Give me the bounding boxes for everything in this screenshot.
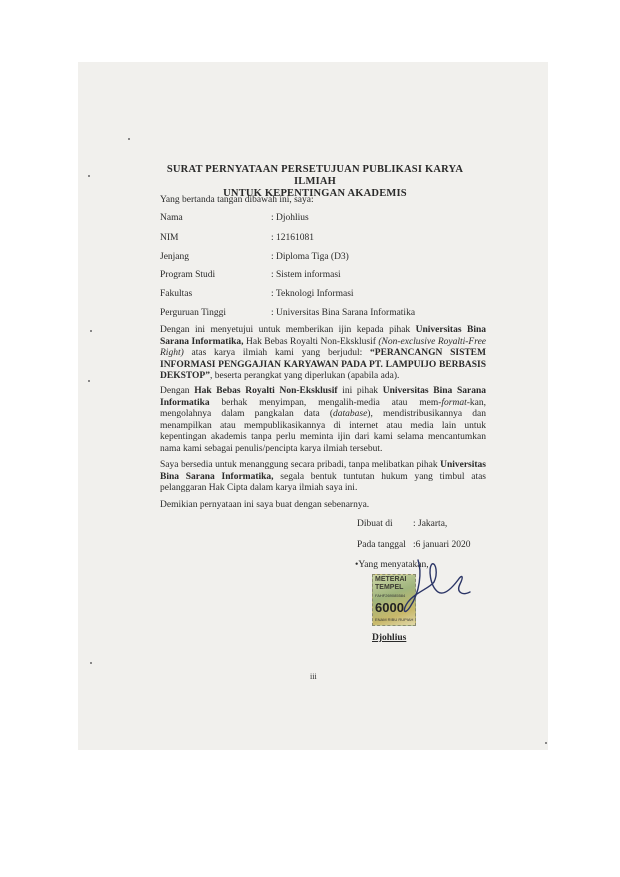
text-span: ), mendistribusikannya dan menampilkan atau mempublikasikannya di internet atau media lain untuk kepentingan akademis tanpa perlu meminta ijin dari kami selama mencantumkan nama kami sebagai penulis/pencipta karya ilmiah tersebut. [160, 409, 486, 454]
place-label: Dibuat di [357, 519, 393, 529]
institution-name: Universitas Bina Sarana Informatika, [160, 325, 486, 347]
field-value: : 12161081 [271, 233, 315, 243]
title-line-2: UNTUK KEPENTINGAN AKADEMIS [223, 188, 407, 199]
signer-name: Djohlius [372, 633, 407, 643]
text-span-italic: database [332, 409, 368, 419]
field-value: : Djohlius [271, 213, 309, 223]
stamp-amount: 6000 [375, 600, 404, 615]
field-program-studi [160, 270, 341, 280]
text-span: -kan, mengolahnya dalam pangkalan data ( [160, 397, 486, 419]
field-label: Perguruan Tinggi [160, 308, 227, 318]
field-perguruan-tinggi [160, 308, 415, 318]
field-label: Jenjang [160, 252, 190, 262]
field-nim [160, 233, 314, 243]
paragraph-consent [160, 325, 486, 383]
date-label: Pada tanggal [357, 540, 406, 550]
text-span-italic: (Non-exclusive Royalti-Free Right) [160, 336, 486, 358]
field-value: : Diploma Tiga (D3) [271, 252, 349, 262]
field-label: Fakultas [160, 289, 193, 299]
scan-speck [545, 742, 547, 744]
text-span: Saya bersedia untuk menanggung secara pribadi, tanpa melibatkan pihak [160, 460, 441, 470]
field-label: Program Studi [160, 270, 216, 280]
signature-icon [400, 552, 480, 622]
field-value: : Universitas Bina Sarana Informatika [271, 308, 416, 318]
field-nama [160, 213, 309, 223]
field-jenjang [160, 252, 349, 262]
text-span-bold: Hak Bebas Royalti Non-Eksklusif [194, 386, 338, 396]
field-value: : Sistem informasi [271, 270, 341, 280]
institution-name: Universitas Bina Sarana Informatika [160, 386, 486, 408]
scan-speck [90, 662, 92, 664]
scan-speck [90, 330, 92, 332]
text-span: ini pihak [337, 386, 383, 396]
scan-speck [128, 138, 130, 140]
paragraph-liability [160, 460, 486, 495]
scan-speck [88, 380, 90, 382]
stamp-line-2: TEMPEL [375, 584, 404, 591]
closing-statement: Demikian pernyataan ini saya buat dengan sebenarnya. [160, 500, 370, 510]
thesis-title: “PERANCANGN SISTEM INFORMASI PENGGAJIAN KARYAWAN PADA PT. LAMPUIJO BERBASIS DEKSTOP” [160, 348, 486, 381]
field-label: NIM [160, 233, 179, 243]
stamp-sub: ENAM RIBU RUPIAH [375, 617, 414, 622]
text-span: atas karya ilmiah kami yang berjudul: [183, 348, 371, 358]
field-label: Nama [160, 213, 183, 223]
field-fakultas [160, 289, 354, 299]
title-line-1: SURAT PERNYATAAN PERSETUJUAN PUBLIKASI KARYA ILMIAH [166, 164, 464, 187]
statement-label: •Yang menyatakan, [355, 560, 429, 570]
date-value: :6 januari 2020 [413, 540, 471, 550]
paragraph-rights [160, 386, 486, 455]
institution-name: Universitas Bina Sarana Informatika, [160, 460, 486, 482]
text-span: berhak menyimpan, mengalih-media atau mem- [209, 397, 442, 408]
stamp-serial: FAHF269085584 [375, 593, 406, 598]
text-span-italic: format [441, 397, 467, 408]
text-span: Dengan ini menyetujui untuk memberikan ijin kepada pihak [160, 325, 416, 335]
place-value: : Jakarta, [413, 519, 448, 529]
page-number: iii [310, 672, 317, 681]
field-value: : Teknologi Informasi [271, 289, 354, 299]
text-span: segala bentuk tuntutan hukum yang timbul atas pelanggaran Hak Cipta dalam karya ilmiah saya ini. [160, 471, 486, 493]
text-span: , beserta perangkat yang diperlukan (apabila ada). [209, 371, 400, 381]
intro-text: Yang bertanda tangan dibawah ini, saya: [160, 195, 314, 205]
text-span: Dengan [160, 386, 195, 396]
scan-speck [88, 175, 90, 177]
text-span: Hak Bebas Royalti Non-Eksklusif [243, 336, 379, 347]
stamp-line-1: METERAI [375, 576, 407, 583]
